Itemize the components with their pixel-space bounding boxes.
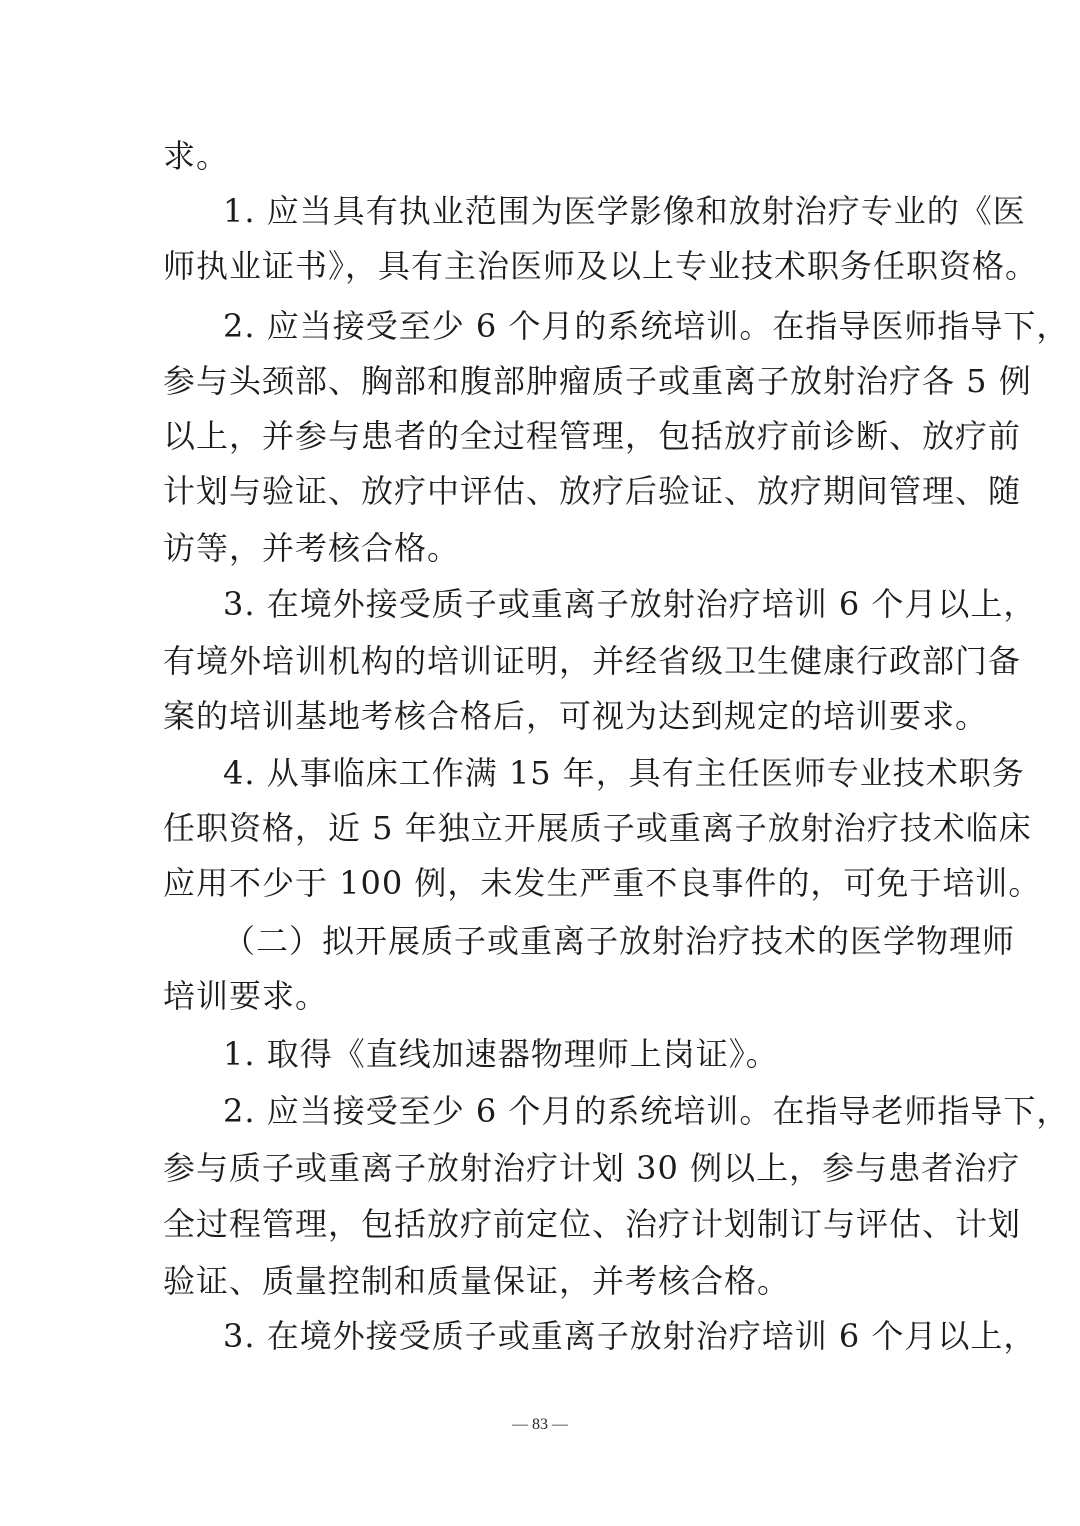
text-line: 2. 应当接受至少 6 个月的系统培训。在指导医师指导下，: [223, 307, 1070, 345]
text-line: 3. 在境外接受质子或重离子放射治疗培训 6 个月以上，: [223, 1317, 1037, 1355]
text-line: 案的培训基地考核合格后，可视为达到规定的培训要求。: [163, 697, 989, 735]
text-line: 参与头颈部、胸部和腹部肿瘤质子或重离子放射治疗各 5 例: [163, 362, 1032, 400]
text-line: 4. 从事临床工作满 15 年，具有主任医师专业技术职务: [223, 754, 1025, 792]
text-line: 以上，并参与患者的全过程管理，包括放疗前诊断、放疗前: [163, 417, 1022, 455]
text-line: 访等，并考核合格。: [163, 529, 461, 567]
text-line: （二）拟开展质子或重离子放射治疗技术的医学物理师: [223, 922, 1016, 960]
text-line: 1. 取得《直线加速器物理师上岗证》。: [223, 1035, 779, 1073]
text-line: 培训要求。: [163, 977, 329, 1015]
text-line: 有境外培训机构的培训证明，并经省级卫生健康行政部门备: [163, 642, 1022, 680]
text-line: 任职资格，近 5 年独立开展质子或重离子放射治疗技术临床: [163, 809, 1032, 847]
text-line: 2. 应当接受至少 6 个月的系统培训。在指导老师指导下，: [223, 1092, 1070, 1130]
text-line: 计划与验证、放疗中评估、放疗后验证、放疗期间管理、随: [163, 472, 1022, 510]
text-line: 全过程管理，包括放疗前定位、治疗计划制订与评估、计划: [163, 1205, 1022, 1243]
text-line: 参与质子或重离子放射治疗计划 30 例以上，参与患者治疗: [163, 1149, 1021, 1187]
text-line: 应用不少于 100 例，未发生严重不良事件的，可免于培训。: [163, 864, 1042, 902]
text-line: 3. 在境外接受质子或重离子放射治疗培训 6 个月以上，: [223, 585, 1037, 623]
text-line: 求。: [163, 137, 230, 175]
page-number: — 83 —: [512, 1416, 568, 1433]
text-line: 1. 应当具有执业范围为医学影像和放射治疗专业的《医: [223, 192, 1026, 230]
text-line: 师执业证书》，具有主治医师及以上专业技术职务任职资格。: [163, 247, 1039, 285]
text-line: 验证、质量控制和质量保证，并考核合格。: [163, 1262, 791, 1300]
